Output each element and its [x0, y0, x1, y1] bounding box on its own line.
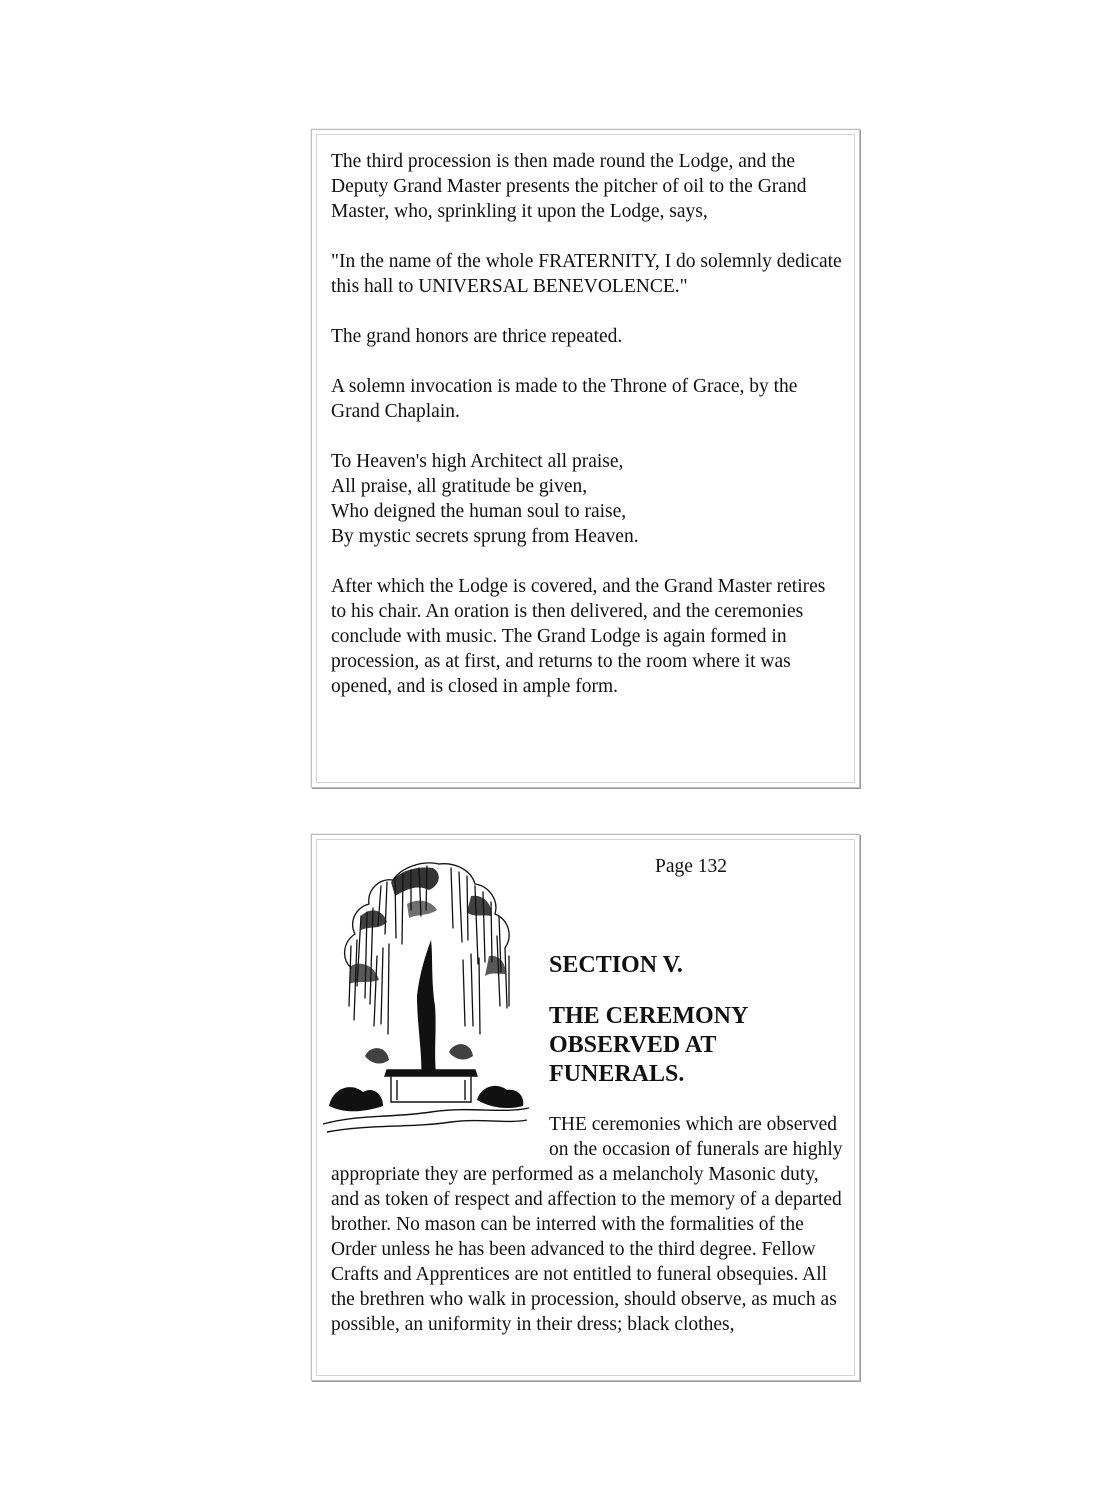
funeral-body-text: THE ceremonies which are observed on the occasion of funerals are highly appropriate they are performed as a melancholy Masonic duty, and as token of respect and affection to the memory of a departed brother. No mason can be interred with the formalities of the Order unless he has been advanced to the third degree. Fellow Crafts and Apprentices are not entitled to funeral obsequies. All the brethren who walk in procession, should observe, as much as possible, an uniformity in their dress; black clothes,	[331, 1114, 843, 1335]
paragraph-invocation: A solemn invocation is made to the Throne of Grace, by the Grand Chaplain.	[331, 376, 798, 422]
top-page-panel	[311, 129, 860, 788]
paragraph-grand-honors: The grand honors are thrice repeated.	[331, 326, 623, 347]
section-title-heading: THE CEREMONY OBSERVED AT FUNERALS.	[549, 1003, 748, 1087]
paragraph-dedication-quote: "In the name of the whole FRATERNITY, I do solemnly dedicate this hall to UNIVERSAL BENEVOLENCE."	[331, 251, 842, 297]
funeral-body-text-block	[331, 1112, 843, 1337]
page-number: Page 132	[655, 856, 728, 877]
paragraph-procession: The third procession is then made round the Lodge, and the Deputy Grand Master presents the pitcher of oil to the Grand Master, who, sprinkling it upon the Lodge, says,	[331, 151, 807, 222]
verse-line: All praise, all gratitude be given,	[331, 476, 588, 497]
weeping-willow-illustration-icon	[321, 856, 531, 1136]
willow-trunk	[417, 940, 437, 1082]
top-page-text	[331, 149, 843, 724]
verse-line: Who deigned the human soul to raise,	[331, 501, 627, 522]
bottom-page-panel	[311, 834, 860, 1381]
verse-stanza	[331, 449, 843, 549]
verse-line: By mystic secrets sprung from Heaven.	[331, 526, 639, 547]
illustration-wrap-spacer	[331, 1112, 549, 1162]
section-number-heading: SECTION V.	[549, 952, 683, 978]
verse-line: To Heaven's high Architect all praise,	[331, 451, 624, 472]
paragraph-closing: After which the Lodge is covered, and the Grand Master retires to his chair. An oration is then delivered, and the ceremonies conclude with music. The Grand Lodge is again formed in procession, as at first, and returns to the room where it was opened, and is closed in ample form.	[331, 576, 826, 697]
